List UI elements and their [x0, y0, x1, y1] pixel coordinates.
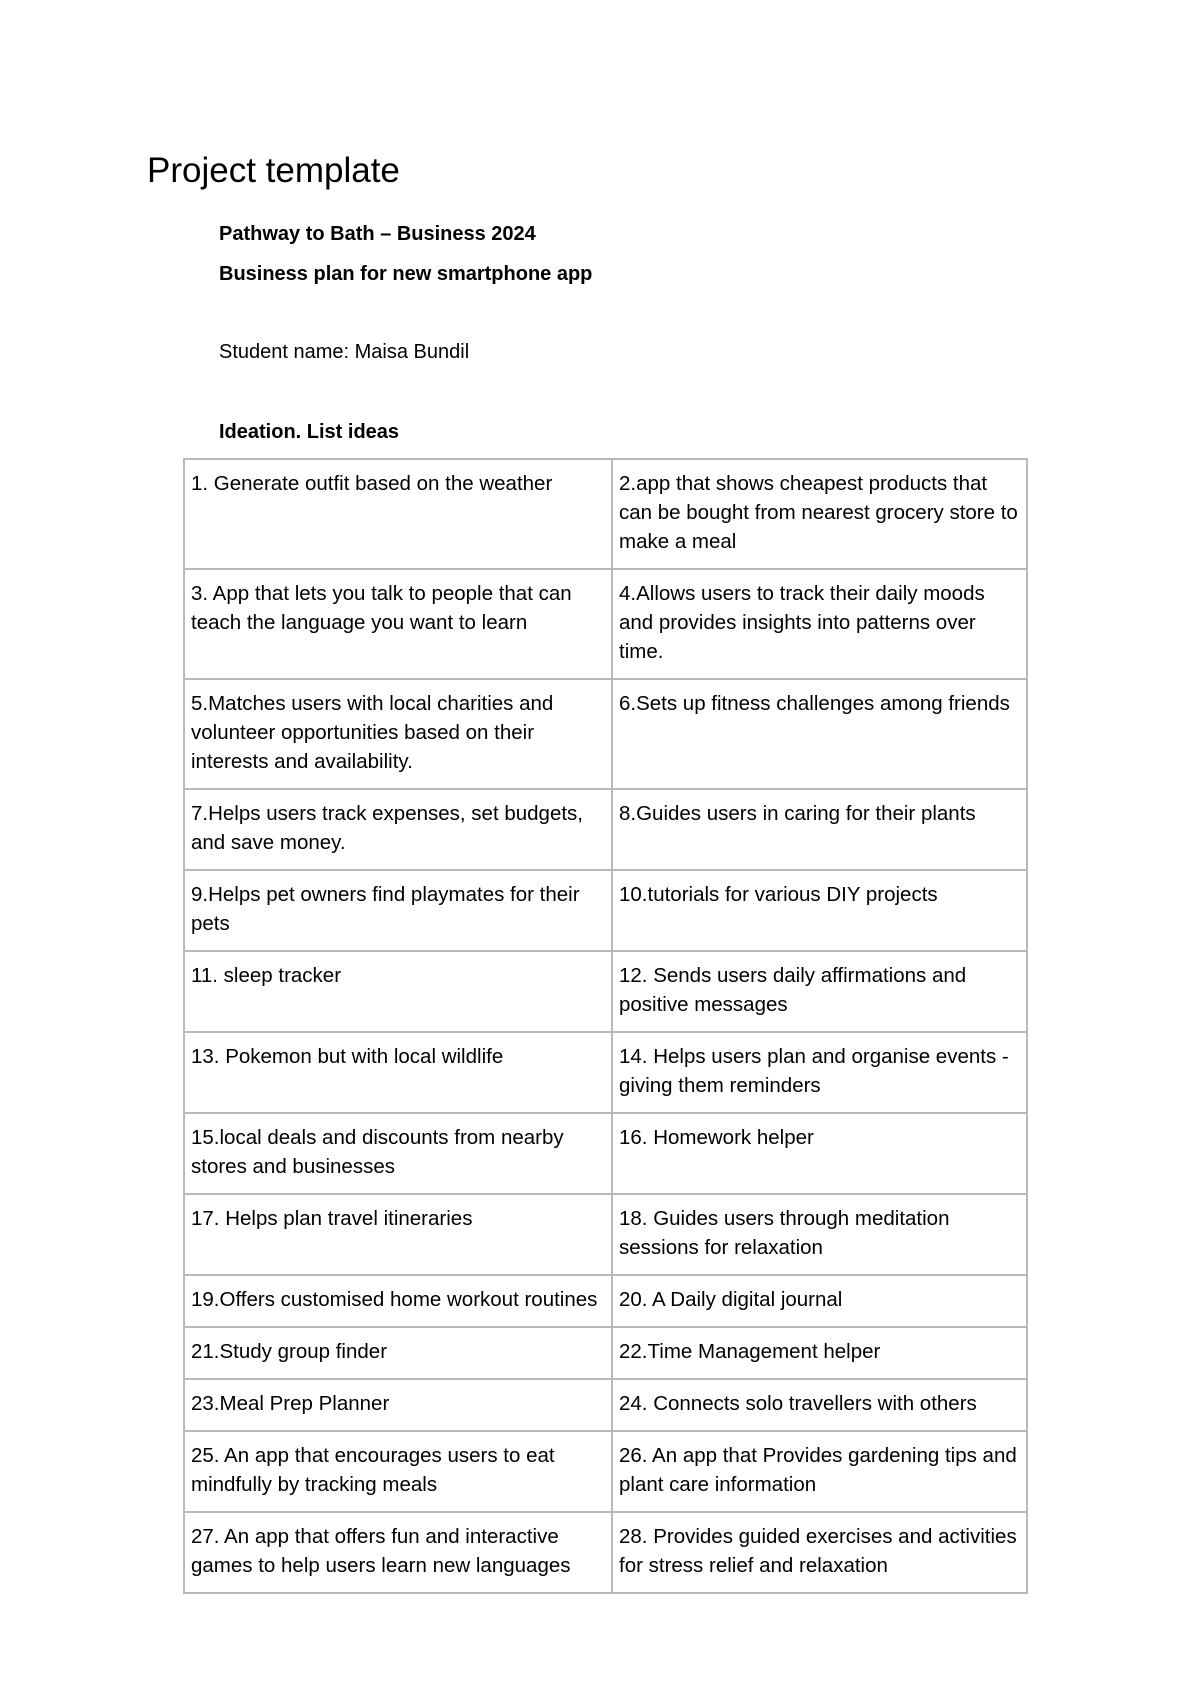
idea-cell: 9.Helps pet owners find playmates for their pets	[184, 870, 612, 951]
idea-cell: 22.Time Management helper	[612, 1327, 1027, 1379]
table-row	[184, 870, 1027, 951]
idea-cell: 4.Allows users to track their daily moods and provides insights into patterns over time.	[612, 569, 1027, 679]
plan-line: Business plan for new smartphone app	[219, 263, 593, 285]
idea-cell: 2.app that shows cheapest products that can be bought from nearest grocery store to make a meal	[612, 459, 1027, 569]
idea-cell: 21.Study group finder	[184, 1327, 612, 1379]
table-row	[184, 1275, 1027, 1327]
idea-cell: 6.Sets up fitness challenges among friends	[612, 679, 1027, 789]
table-row	[184, 1113, 1027, 1194]
idea-cell: 25. An app that encourages users to eat mindfully by tracking meals	[184, 1431, 612, 1512]
idea-cell: 26. An app that Provides gardening tips and plant care information	[612, 1431, 1027, 1512]
section-heading: Ideation. List ideas	[219, 421, 400, 443]
idea-cell: 24. Connects solo travellers with others	[612, 1379, 1027, 1431]
student-name-line: Student name: Maisa Bundil	[219, 341, 470, 363]
table-row	[184, 1327, 1027, 1379]
course-line: Pathway to Bath – Business 2024	[219, 223, 536, 245]
idea-cell: 18. Guides users through meditation sessions for relaxation	[612, 1194, 1027, 1275]
idea-cell: 1. Generate outfit based on the weather	[184, 459, 612, 569]
table-row	[184, 679, 1027, 789]
idea-cell: 23.Meal Prep Planner	[184, 1379, 612, 1431]
table-row	[184, 951, 1027, 1032]
idea-cell: 12. Sends users daily affirmations and positive messages	[612, 951, 1027, 1032]
idea-cell: 5.Matches users with local charities and volunteer opportunities based on their interests and availability.	[184, 679, 612, 789]
idea-cell: 15.local deals and discounts from nearby stores and businesses	[184, 1113, 612, 1194]
idea-cell: 7.Helps users track expenses, set budgets, and save money.	[184, 789, 612, 870]
table-row	[184, 1512, 1027, 1593]
idea-cell: 17. Helps plan travel itineraries	[184, 1194, 612, 1275]
table-row	[184, 569, 1027, 679]
ideas-table	[183, 458, 1028, 1594]
ideas-table-body	[184, 459, 1027, 1593]
idea-cell: 27. An app that offers fun and interactive games to help users learn new languages	[184, 1512, 612, 1593]
table-row	[184, 1032, 1027, 1113]
idea-cell: 11. sleep tracker	[184, 951, 612, 1032]
table-row	[184, 789, 1027, 870]
idea-cell: 13. Pokemon but with local wildlife	[184, 1032, 612, 1113]
table-row	[184, 459, 1027, 569]
idea-cell: 8.Guides users in caring for their plants	[612, 789, 1027, 870]
idea-cell: 16. Homework helper	[612, 1113, 1027, 1194]
table-row	[184, 1431, 1027, 1512]
idea-cell: 19.Offers customised home workout routines	[184, 1275, 612, 1327]
idea-cell: 28. Provides guided exercises and activities for stress relief and relaxation	[612, 1512, 1027, 1593]
document-title: Project template	[147, 151, 400, 190]
idea-cell: 10.tutorials for various DIY projects	[612, 870, 1027, 951]
idea-cell: 20. A Daily digital journal	[612, 1275, 1027, 1327]
table-row	[184, 1379, 1027, 1431]
table-row	[184, 1194, 1027, 1275]
idea-cell: 14. Helps users plan and organise events - giving them reminders	[612, 1032, 1027, 1113]
idea-cell: 3. App that lets you talk to people that can teach the language you want to learn	[184, 569, 612, 679]
